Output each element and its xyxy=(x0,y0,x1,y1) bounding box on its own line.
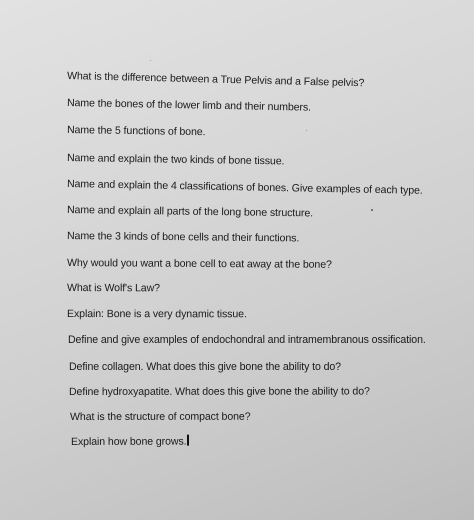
question-1: What is the difference between a True Pelvis and a False pelvis? xyxy=(66,70,365,90)
paper-speck xyxy=(150,60,151,61)
question-6: Name and explain all parts of the long bone structure. xyxy=(66,204,314,220)
question-14: What is the structure of compact bone? xyxy=(69,410,251,423)
question-12: Define collagen. What does this give bone the ability to do? xyxy=(69,361,341,373)
question-13: Define hydroxyapatite. What does this give bone the ability to do? xyxy=(68,385,370,398)
question-5: Name and explain the 4 classifications of bones. Give examples of each type. xyxy=(66,178,423,197)
question-15-line xyxy=(71,435,190,449)
question-10: Explain: Bone is a very dynamic tissue. xyxy=(66,308,247,321)
paper-speck xyxy=(306,130,307,131)
question-2: Name the bones of the lower limb and their numbers. xyxy=(66,97,312,114)
question-9: What is Wolf's Law? xyxy=(66,282,160,295)
question-4: Name and explain the two kinds of bone tissue. xyxy=(66,152,285,168)
question-15: Explain how bone grows. xyxy=(70,435,187,448)
question-7: Name the 3 kinds of bone cells and their functions. xyxy=(66,230,300,245)
text-cursor xyxy=(187,435,189,446)
question-3: Name the 5 functions of bone. xyxy=(66,124,206,139)
paper-speck xyxy=(371,209,373,211)
question-8: Why would you want a bone cell to eat away at the bone? xyxy=(66,257,332,271)
question-11: Define and give examples of endochondral and intramembranous ossification. xyxy=(68,334,426,346)
